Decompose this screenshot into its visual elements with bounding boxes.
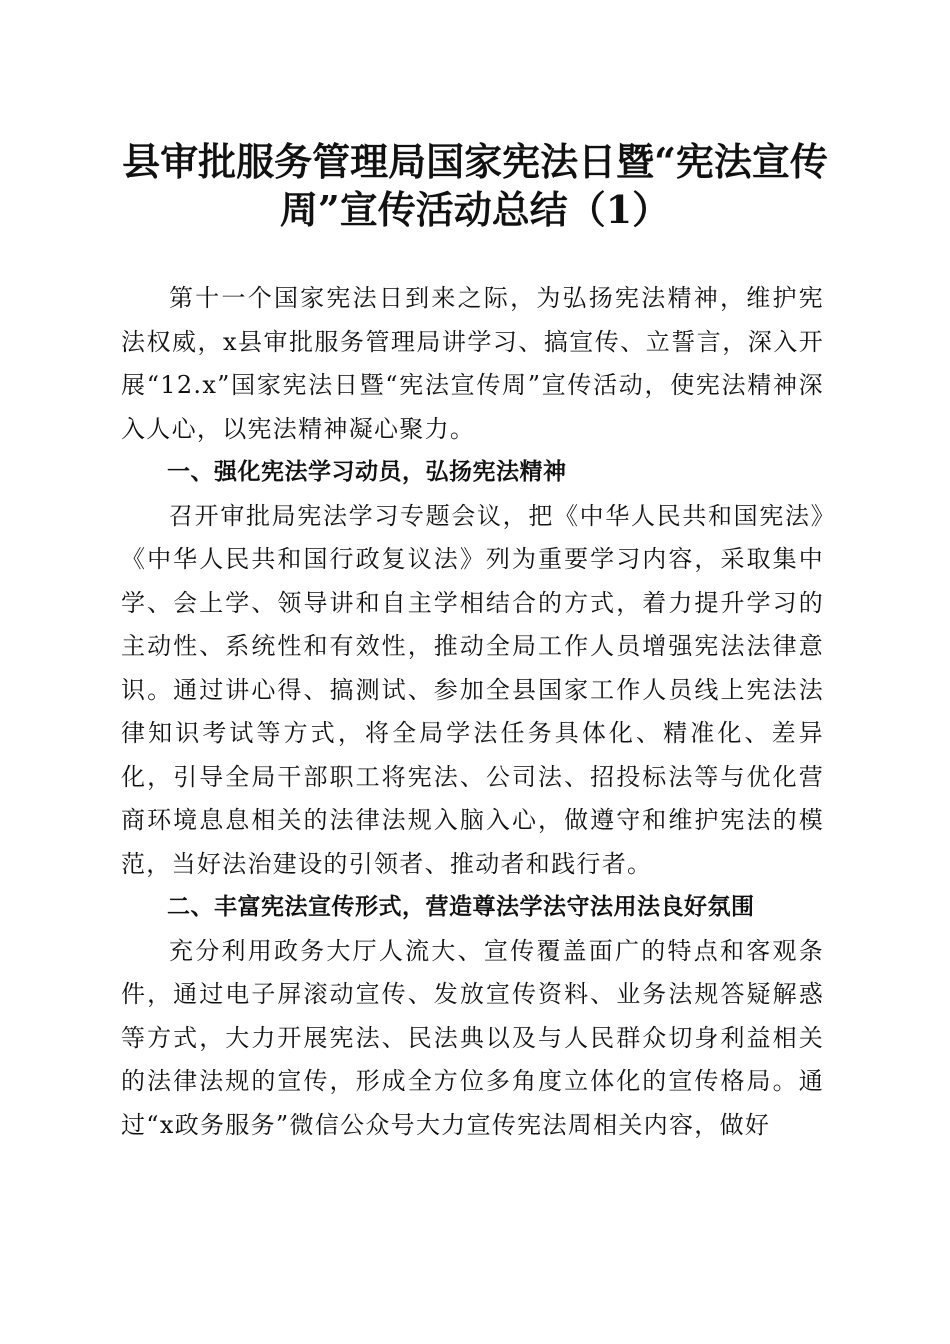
- section-2-heading: 二、丰富宪法宣传形式，营造尊法学法守法用法良好氛围: [167, 894, 755, 920]
- title-line-1: 县审批服务管理局国家宪法日暨“宪法宣传: [122, 139, 828, 184]
- document-body: [121, 277, 824, 1147]
- intro-paragraph: 第十一个国家宪法日到来之际，为弘扬宪法精神，维护宪法权威，x县审批服务管理局讲学习、搞宣传、立誓言，深入开展“12.x”国家宪法日暨“宪法宣传周”宣传活动，使宪法精神深入人心，以宪法精神凝心聚力。: [121, 284, 824, 443]
- section-1-paragraph: 召开审批局宪法学习专题会议，把《中华人民共和国宪法》《中华人民共和国行政复议法》列为重要学习内容，采取集中学、会上学、领导讲和自主学相结合的方式，着力提升学习的主动性、系统性和有效性，推动全局工作人员增强宪法法律意识。通过讲心得、搞测试、参加全县国家工作人员线上宪法法律知识考试等方式，将全局学法任务具体化、精准化、差异化，引导全局干部职工将宪法、公司法、招投标法等与优化营商环境息息相关的法律法规入脑入心，做遵守和维护宪法的模范，当好法治建设的引领者、推动者和践行者。: [121, 501, 824, 878]
- title-line-2: 周”宣传活动总结（1）: [279, 187, 671, 232]
- document-title: [120, 138, 830, 234]
- section-2-paragraph: 充分利用政务大厅人流大、宣传覆盖面广的特点和客观条件，通过电子屏滚动宣传、发放宣传资料、业务法规答疑解惑等方式，大力开展宪法、民法典以及与人民群众切身利益相关的法律法规的宣传，形成全方位多角度立体化的宣传格局。通过“x政务服务”微信公众号大力宣传宪法周相关内容，做好: [121, 936, 824, 1139]
- section-1-heading: 一、强化宪法学习动员，弘扬宪法精神: [167, 459, 567, 485]
